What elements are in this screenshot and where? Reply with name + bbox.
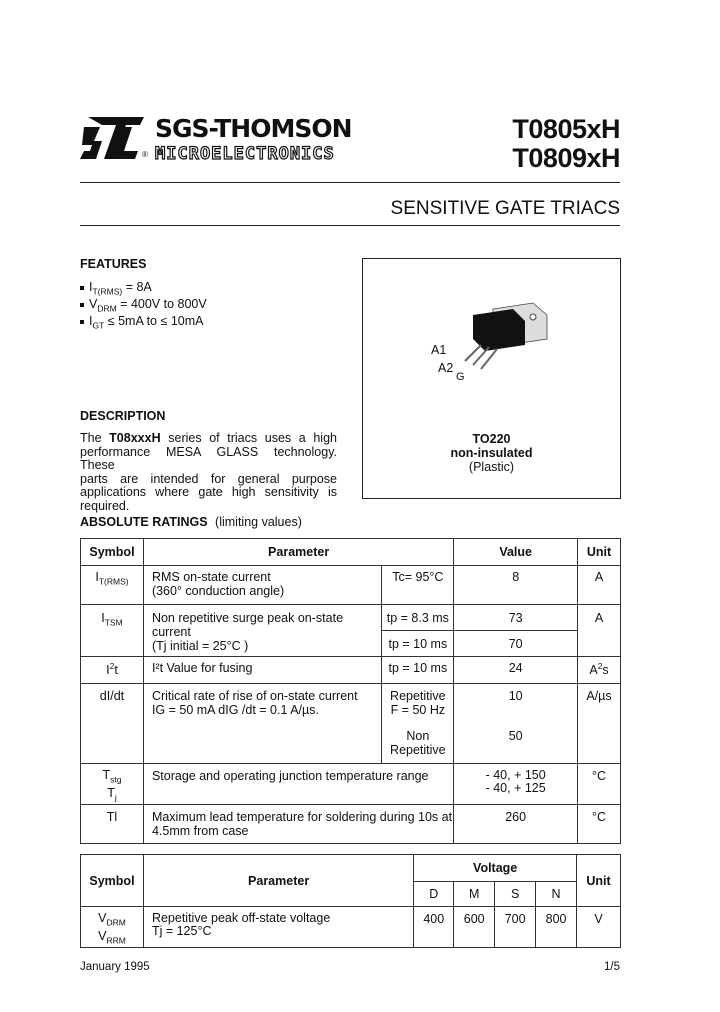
parameter-cell: Storage and operating junction temperature range bbox=[143, 764, 453, 805]
parameter-cell: Repetitive peak off-state voltage Tj = 125°C bbox=[143, 907, 413, 948]
st-logo-icon bbox=[80, 117, 146, 159]
description-body bbox=[80, 432, 337, 513]
header-rule bbox=[80, 182, 620, 183]
title-rule bbox=[80, 225, 620, 226]
grade-header: S bbox=[495, 882, 536, 907]
symbol-cell: $T_{stg}$ $T_j$ bbox=[81, 764, 144, 805]
description-heading: DESCRIPTION bbox=[80, 409, 166, 423]
description-line: required. bbox=[80, 498, 130, 513]
absolute-ratings-table bbox=[80, 538, 621, 844]
table-row bbox=[81, 764, 621, 805]
unit-cell: $A^2s$ bbox=[578, 657, 621, 684]
parameter-cell: Maximum lead temperature for soldering during 10s at 4.5mm from case bbox=[143, 805, 453, 844]
unit-cell: A bbox=[578, 605, 621, 657]
symbol-cell: $I_{TSM}$ bbox=[81, 605, 144, 657]
symbol-cell: Tl bbox=[81, 805, 144, 844]
col-header-value: Value bbox=[454, 539, 578, 566]
value-cell: 700 bbox=[495, 907, 536, 948]
col-header-symbol: Symbol bbox=[81, 539, 144, 566]
col-header-voltage: Voltage bbox=[414, 855, 577, 882]
grade-header: N bbox=[536, 882, 577, 907]
unit-cell: V bbox=[577, 907, 621, 948]
unit-cell: °C bbox=[578, 805, 621, 844]
footer-date: January 1995 bbox=[80, 961, 150, 973]
voltage-table bbox=[80, 854, 621, 948]
part-number-1: T0805xH bbox=[512, 114, 620, 144]
symbol-cell: $I^2t$ bbox=[81, 657, 144, 684]
package-type: non-insulated bbox=[450, 446, 533, 460]
table-row bbox=[81, 566, 621, 605]
parameter-cell: RMS on-state current (360° conduction angle) bbox=[143, 566, 381, 605]
feature-item: $V_{DRM} = 400V$ to 800V bbox=[80, 297, 207, 314]
page-title: SENSITIVE GATE TRIACS bbox=[390, 198, 620, 219]
value-cell: 24 bbox=[454, 657, 578, 684]
footer-page: 1/5 bbox=[604, 961, 620, 973]
col-header-unit: Unit bbox=[578, 539, 621, 566]
symbol-cell: dI/dt bbox=[81, 684, 144, 764]
parameter-cell: Critical rate of rise of on-state current IG = 50 mA dIG /dt = 0.1 A/µs. bbox=[143, 684, 381, 764]
feature-item: $I_{GT} \le 5mA$ to ≤ 10mA bbox=[80, 314, 203, 331]
condition-cell: Repetitive F = 50 Hz Non Repetitive bbox=[382, 684, 454, 764]
pin-a2: A2 bbox=[438, 361, 454, 375]
ratings-heading: ABSOLUTE RATINGS (limiting values) bbox=[80, 515, 302, 529]
description-line: performance MESA GLASS technology. These bbox=[80, 444, 337, 472]
features-heading: FEATURES bbox=[80, 257, 147, 271]
unit-cell: A/µs bbox=[578, 684, 621, 764]
value-cell: - 40, + 150 - 40, + 125 bbox=[454, 764, 578, 805]
grade-header: M bbox=[454, 882, 495, 907]
condition-cell: Tc= 95°C bbox=[382, 566, 454, 605]
part-number-2: T0809xH bbox=[512, 143, 620, 173]
description-line: applications where gate high sensitivity is bbox=[80, 485, 337, 499]
brand-name: SGS-THOMSON bbox=[155, 114, 352, 143]
grade-header: D bbox=[414, 882, 454, 907]
description-line: parts are intended for general purpose bbox=[80, 471, 337, 486]
package-box bbox=[362, 258, 621, 499]
condition-cell: tp = 8.3 ms tp = 10 ms bbox=[382, 605, 454, 657]
unit-cell: A bbox=[578, 566, 621, 605]
table-row bbox=[81, 605, 621, 657]
symbol-cell: $I_{T(RMS)}$ bbox=[81, 566, 144, 605]
description-line: The T08xxxH series of triacs uses a high bbox=[80, 431, 337, 445]
brand-division: MICROELECTRONICS bbox=[155, 144, 335, 164]
to220-package-icon bbox=[463, 301, 553, 371]
pin-g: G bbox=[456, 371, 465, 383]
value-cell: 400 bbox=[414, 907, 454, 948]
package-name: TO220 bbox=[472, 432, 511, 446]
col-header-symbol: Symbol bbox=[81, 855, 144, 907]
value-cell: 600 bbox=[454, 907, 495, 948]
symbol-cell: $V_{DRM}$ $V_{RRM}$ bbox=[81, 907, 144, 948]
value-cell: 800 bbox=[536, 907, 577, 948]
feature-item: $I_{T(RMS)} = 8A$ bbox=[80, 280, 152, 297]
col-header-parameter: Parameter bbox=[143, 855, 413, 907]
value-cell: 73 70 bbox=[454, 605, 578, 657]
registered-mark: ® bbox=[142, 150, 148, 159]
unit-cell: °C bbox=[578, 764, 621, 805]
table-row bbox=[81, 684, 621, 764]
parameter-cell: I²t Value for fusing bbox=[143, 657, 381, 684]
col-header-unit: Unit bbox=[577, 855, 621, 907]
value-cell: 10 50 bbox=[454, 684, 578, 764]
value-cell: 8 bbox=[454, 566, 578, 605]
package-material: (Plastic) bbox=[468, 460, 515, 474]
pin-a1: A1 bbox=[431, 343, 447, 357]
st-logo bbox=[80, 117, 146, 159]
condition-cell: tp = 10 ms bbox=[382, 657, 454, 684]
col-header-parameter: Parameter bbox=[143, 539, 453, 566]
parameter-cell: Non repetitive surge peak on-state current (Tj initial = 25°C ) bbox=[143, 605, 381, 657]
table-row bbox=[81, 657, 621, 684]
table-row bbox=[81, 907, 621, 948]
value-cell: 260 bbox=[454, 805, 578, 844]
table-row bbox=[81, 805, 621, 844]
